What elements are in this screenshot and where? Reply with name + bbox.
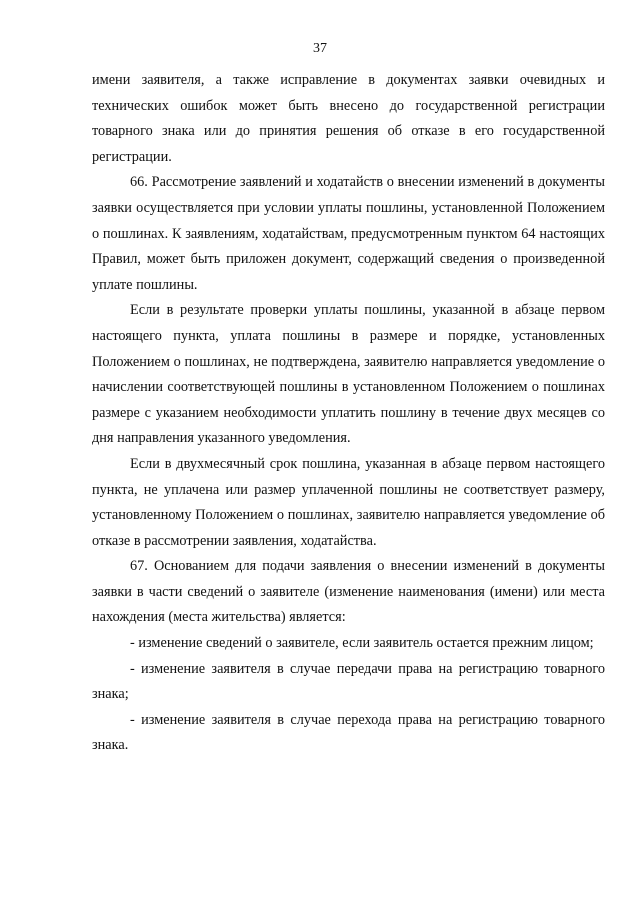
paragraph-payment-deadline: Если в двухмесячный срок пошлина, указанная в абзаце первом настоящего пункта, не уплачена или размер уплаченной пошлины не соответствует размеру, установленному Положением о пошлинах, заявителю направляется уведомление об отказе в рассмотрении заявления, ходатайства. (92, 455, 605, 549)
list-item-rights-transfer: - изменение заявителя в случае передачи права на регистрацию товарного знака; (92, 660, 605, 703)
page-number: 37 (313, 41, 327, 56)
paragraph-continuation: имени заявителя, а также исправление в документах заявки очевидных и технических ошибок может быть внесено до государственной регистрации товарного знака или до принятия решения об отказе в его государственной регистрации. (92, 72, 605, 165)
paragraph-clause-66: 66. Рассмотрение заявлений и ходатайств о внесении изменений в документы заявки осуществляется при условии уплаты пошлины, установленной Положением о пошлинах. К заявлениям, ходатайствам, предусмотренным пунктом 64 настоящих Правил, может быть приложен документ, содержащий сведения о произведенной уплате пошлины. (92, 174, 605, 293)
paragraph-payment-check: Если в результате проверки уплаты пошлины, указанной в абзаце первом настоящего пункта, уплата пошлины в размере и порядке, установленных Положением о пошлинах, не подтверждена, заявителю направляется уведомление о начислении соответствующей пошлины в установленном Положением о пошлинах размере с указанием необходимости уплатить пошлину в течение двух месяцев со дня направления указанного уведомления. (92, 302, 605, 447)
document-body (92, 68, 605, 759)
paragraph-clause-67: 67. Основанием для подачи заявления о внесении изменений в документы заявки в части сведений о заявителе (изменение наименования (имени) или места нахождения (места жительства) является: (92, 558, 605, 626)
list-item-rights-succession: - изменение заявителя в случае перехода права на регистрацию товарного знака. (92, 711, 605, 754)
list-item-applicant-info-change: - изменение сведений о заявителе, если заявитель остается прежним лицом; (130, 635, 594, 652)
